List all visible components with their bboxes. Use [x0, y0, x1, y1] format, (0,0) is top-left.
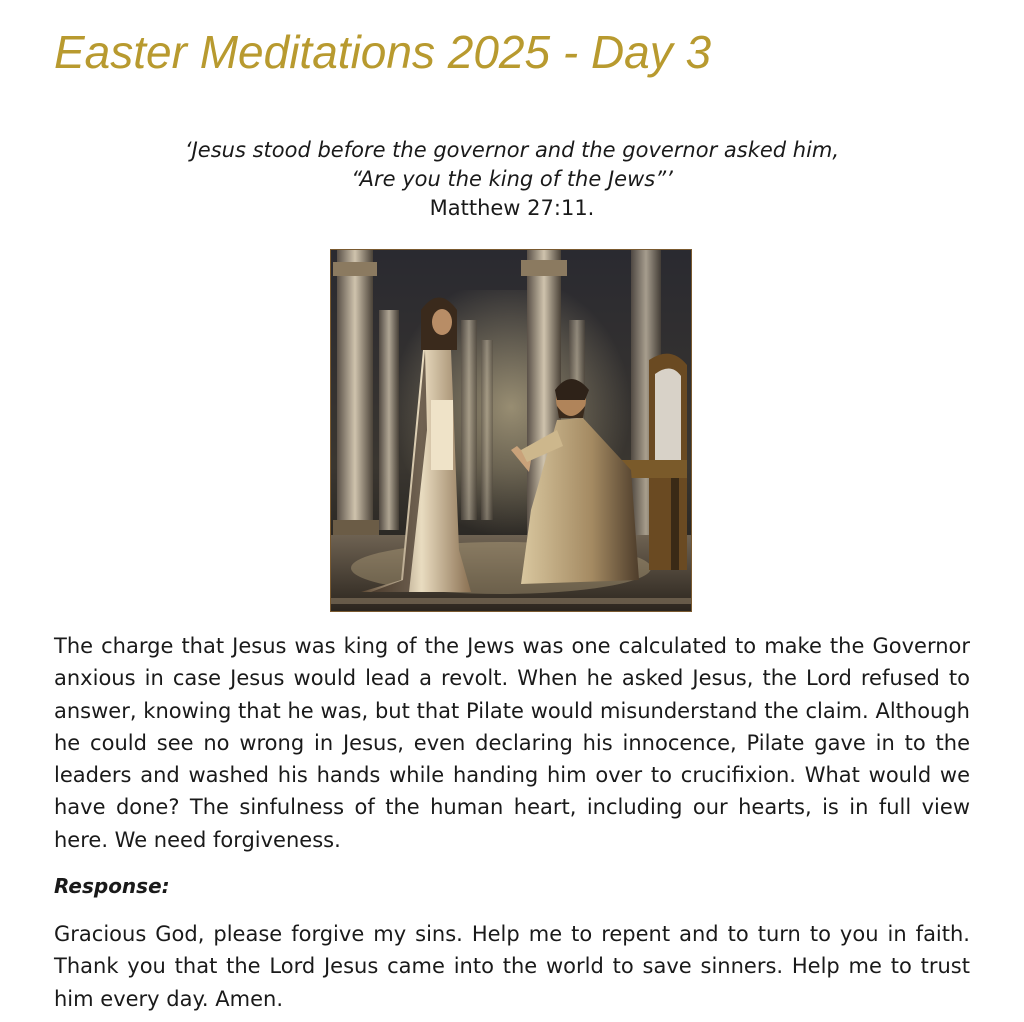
- scripture-reference: Matthew 27:11.: [429, 196, 595, 220]
- page-title: Easter Meditations 2025 - Day 3: [54, 26, 712, 78]
- quote-line-2: “Are you the king of the Jews”’: [351, 167, 673, 191]
- illustration-jesus-before-pilate: [330, 249, 692, 612]
- scripture-quote: [0, 136, 1024, 223]
- quote-line-1: ‘Jesus stood before the governor and the governor asked him,: [184, 138, 840, 162]
- response-heading: Response:: [54, 874, 170, 898]
- response-prayer: Gracious God, please forgive my sins. Help me to repent and to turn to you in faith. Thank you that the Lord Jesus came into the world to save sinners. Help me to trust him every day. Amen.: [54, 922, 970, 1011]
- meditation-paragraph: The charge that Jesus was king of the Jews was one calculated to make the Governor anxious in case Jesus would lead a revolt. When he asked Jesus, the Lord refused to answer, knowing that he was, but that Pilate would misunderstand the claim. Although he could see no wrong in Jesus, even declaring his innocence, Pilate gave in to the leaders and washed his hands while handing him over to crucifixion. What would we have done? The sinfulness of the human heart, including our hearts, is in full view here. We need forgiveness.: [54, 634, 970, 852]
